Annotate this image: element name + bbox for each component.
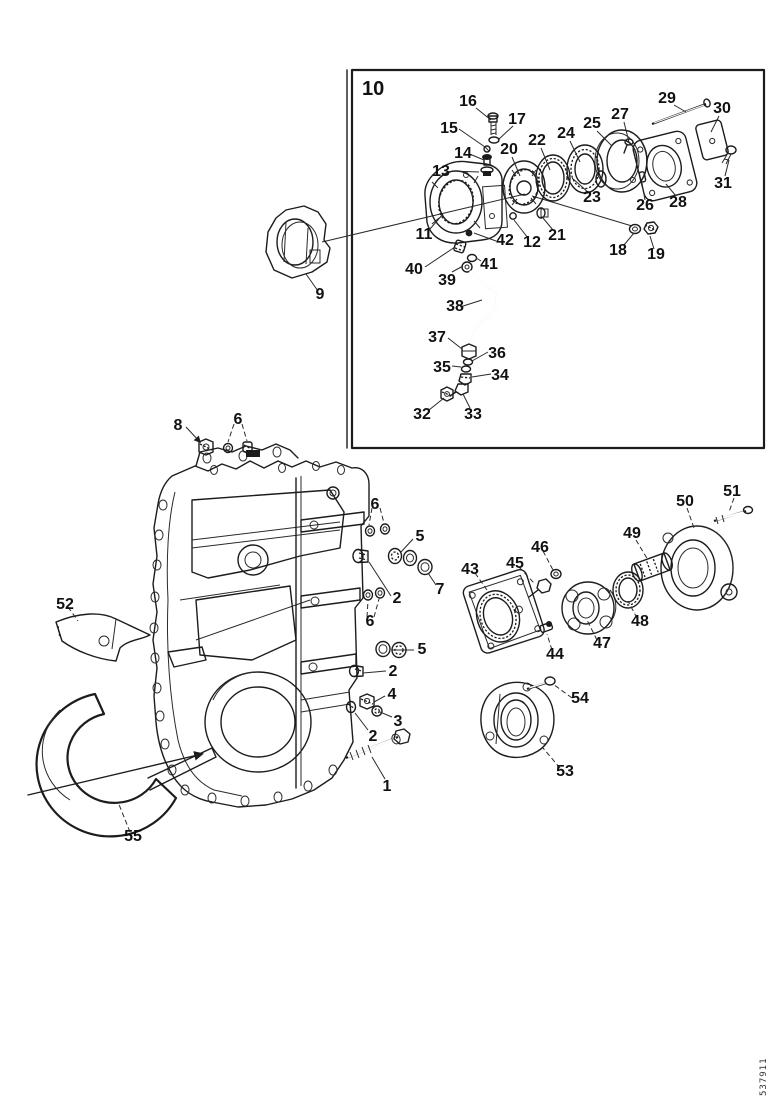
part-label-19: 19 [647, 246, 665, 263]
part-label-13: 13 [432, 163, 450, 180]
part-52-chute [56, 614, 150, 661]
part-label-2-b: 2 [388, 663, 398, 680]
part-label-12: 12 [523, 234, 541, 251]
part-label-52: 52 [56, 596, 74, 613]
part-label-4: 4 [387, 686, 397, 703]
part-1-bolt [346, 729, 410, 760]
part-label-35: 35 [433, 359, 451, 376]
callout-labels [56, 78, 741, 845]
part-label-25: 25 [583, 115, 601, 132]
part-label-28: 28 [669, 194, 687, 211]
part-label-44: 44 [546, 646, 564, 663]
part-label-33: 33 [464, 406, 482, 423]
part-label-49: 49 [623, 525, 641, 542]
part-label-41: 41 [480, 256, 498, 273]
part-label-21: 21 [548, 227, 566, 244]
part-16-bolt [488, 113, 498, 135]
part-53-bearing-cover [481, 682, 554, 757]
part-label-31: 31 [714, 175, 732, 192]
part-label-6-c: 6 [365, 613, 375, 630]
part-43-cover-flange [462, 568, 546, 655]
part-22-seal-ring [536, 155, 570, 201]
part-label-16: 16 [459, 93, 477, 110]
part-41-ring [468, 255, 477, 262]
part-38-pipe [470, 271, 497, 347]
part-label-11: 11 [415, 226, 433, 243]
part-25-pump-cover [595, 130, 647, 192]
part-9-flange [266, 206, 330, 278]
part-label-48: 48 [631, 613, 649, 630]
part-label-30: 30 [713, 100, 731, 117]
drawing-number: 537911 [759, 1057, 769, 1096]
inset-box [347, 70, 764, 448]
part-label-53: 53 [556, 763, 574, 780]
part-8-plug [199, 439, 213, 455]
part-label-34: 34 [491, 367, 509, 384]
part-label-10: 10 [362, 78, 385, 100]
part-label-39: 39 [438, 272, 456, 289]
part-label-26: 26 [636, 197, 654, 214]
part-label-43: 43 [461, 561, 479, 578]
part-label-23: 23 [583, 189, 601, 206]
part-label-2-c: 2 [368, 728, 378, 745]
part-4-plug [360, 694, 374, 709]
part-label-20: 20 [500, 141, 518, 158]
part-label-2-a: 2 [392, 590, 402, 607]
part-30-plate [695, 119, 729, 160]
part-17-washer [489, 137, 499, 143]
part-51-bolt [714, 507, 753, 525]
part-39-banjo [462, 262, 472, 272]
part-label-15: 15 [440, 120, 458, 137]
part-label-8: 8 [173, 417, 183, 434]
part-label-36: 36 [488, 345, 506, 362]
part-label-3: 3 [393, 713, 403, 730]
part-label-1: 1 [382, 778, 392, 795]
part-label-51: 51 [723, 483, 741, 500]
part-label-6-b: 6 [370, 496, 380, 513]
part-label-14: 14 [454, 145, 472, 162]
part-42-ball [466, 230, 473, 237]
part-label-45: 45 [506, 555, 524, 572]
part-19-nut [644, 222, 658, 234]
part-label-50: 50 [676, 493, 694, 510]
part-44-stud [539, 621, 553, 633]
part-18-washer [630, 225, 641, 234]
part-35-ring [462, 366, 471, 372]
part-46-washer [551, 570, 561, 579]
part-label-55: 55 [124, 828, 142, 845]
part-label-29: 29 [658, 90, 676, 107]
part-label-17: 17 [508, 111, 526, 128]
part-label-32: 32 [413, 406, 431, 423]
part-label-7: 7 [435, 581, 445, 598]
part-49-spacer [630, 552, 675, 583]
part-6-washers-mid [366, 524, 390, 536]
part-3-washer [372, 706, 382, 716]
part-6-washers-low [364, 588, 385, 600]
part-20-rotor-set [503, 161, 545, 213]
part-label-42: 42 [496, 232, 514, 249]
part-47-hub [562, 582, 616, 634]
part-label-18: 18 [609, 242, 627, 259]
part-12-ball [510, 213, 516, 219]
part-label-27: 27 [611, 106, 629, 123]
part-label-47: 47 [593, 635, 611, 652]
part-21-plug [537, 208, 548, 218]
part-label-22: 22 [528, 132, 546, 149]
main-housing [150, 444, 369, 807]
part-2-plug-a [353, 550, 368, 563]
part-13-washer [481, 167, 493, 176]
leader-9-long-2 [532, 196, 632, 226]
part-label-9: 9 [315, 286, 325, 303]
part-54-bolt [527, 677, 555, 689]
part-36-ring [464, 359, 473, 365]
part-label-5-a: 5 [415, 528, 425, 545]
part-37-fitting-nut [462, 344, 476, 359]
part-label-37: 37 [428, 329, 446, 346]
part-7-ring [418, 560, 432, 575]
part-label-24: 24 [557, 125, 575, 142]
part-label-38: 38 [446, 298, 464, 315]
part-label-5-b: 5 [417, 641, 427, 658]
part-label-6-a: 6 [233, 411, 243, 428]
part-28-pump-body [631, 129, 698, 202]
part-label-40: 40 [405, 261, 423, 278]
part-label-46: 46 [531, 539, 549, 556]
part-40-fitting [453, 240, 466, 254]
part-label-54: 54 [571, 690, 589, 707]
